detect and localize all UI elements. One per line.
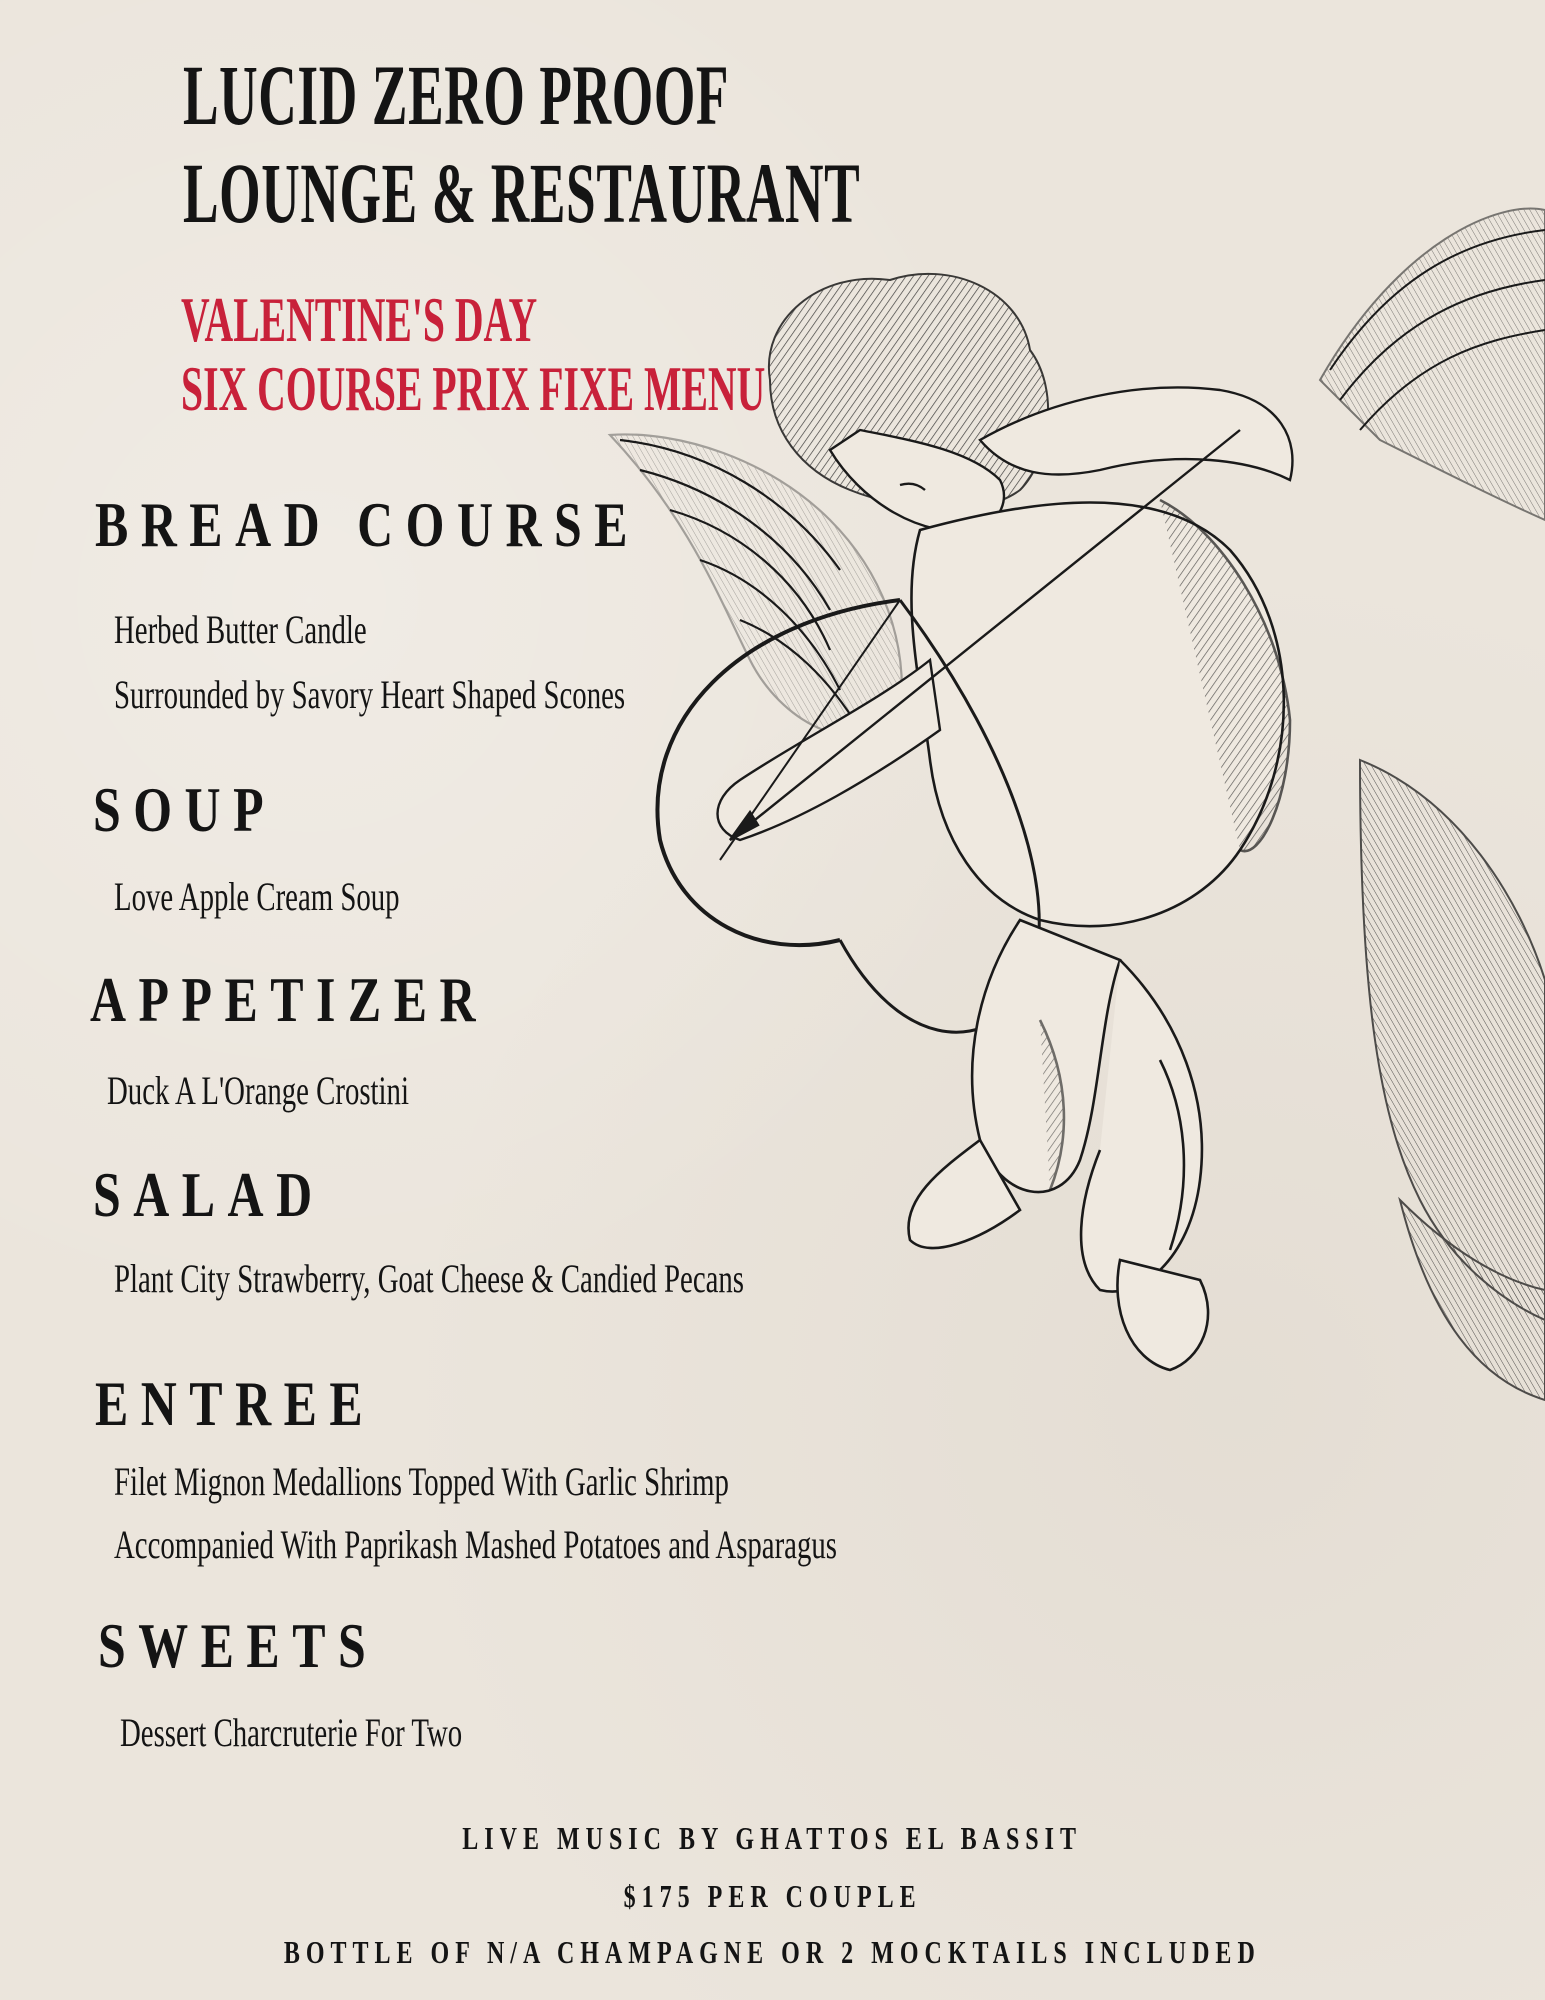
- event-title: VALENTINE'S DAY: [181, 284, 538, 355]
- live-music-note: LIVE MUSIC BY GHATTOS EL BASSIT: [462, 1820, 1083, 1856]
- menu-item: Dessert Charcruterie For Two: [120, 1710, 463, 1755]
- menu-item: Surrounded by Savory Heart Shaped Scones: [114, 672, 626, 717]
- cupid-legs: [908, 920, 1208, 1370]
- cupid-body: [911, 500, 1290, 926]
- menu-item: Love Apple Cream Soup: [114, 874, 400, 919]
- menu-item: Accompanied With Paprikash Mashed Potatoes and Asparagus: [114, 1522, 837, 1567]
- included-note: BOTTLE OF N/A CHAMPAGNE OR 2 MOCKTAILS INCLUDED: [284, 1934, 1261, 1970]
- menu-item: Duck A L'Orange Crostini: [107, 1068, 409, 1113]
- right-wing-icon: [1320, 209, 1545, 520]
- menu-item: Plant City Strawberry, Goat Cheese & Candied Pecans: [114, 1256, 744, 1301]
- cupid-illustration: [600, 200, 1545, 1600]
- menu-type-title: SIX COURSE PRIX FIXE MENU: [181, 353, 766, 424]
- course-heading-entree: ENTREE: [95, 1368, 376, 1439]
- course-heading-appetizer: APPETIZER: [90, 964, 489, 1035]
- restaurant-name-line-1: LUCID ZERO PROOF: [183, 47, 730, 143]
- menu-item: Herbed Butter Candle: [114, 607, 367, 652]
- course-heading-salad: SALAD: [93, 1159, 325, 1230]
- course-heading-sweets: SWEETS: [98, 1610, 379, 1681]
- drapery-icon: [1360, 760, 1545, 1400]
- menu-item: Filet Mignon Medallions Topped With Garlic Shrimp: [114, 1459, 729, 1504]
- course-heading-bread: BREAD COURSE: [95, 489, 641, 560]
- restaurant-name-line-2: LOUNGE & RESTAURANT: [183, 145, 861, 241]
- price-note: $175 PER COUPLE: [623, 1878, 922, 1914]
- course-heading-soup: SOUP: [93, 774, 277, 845]
